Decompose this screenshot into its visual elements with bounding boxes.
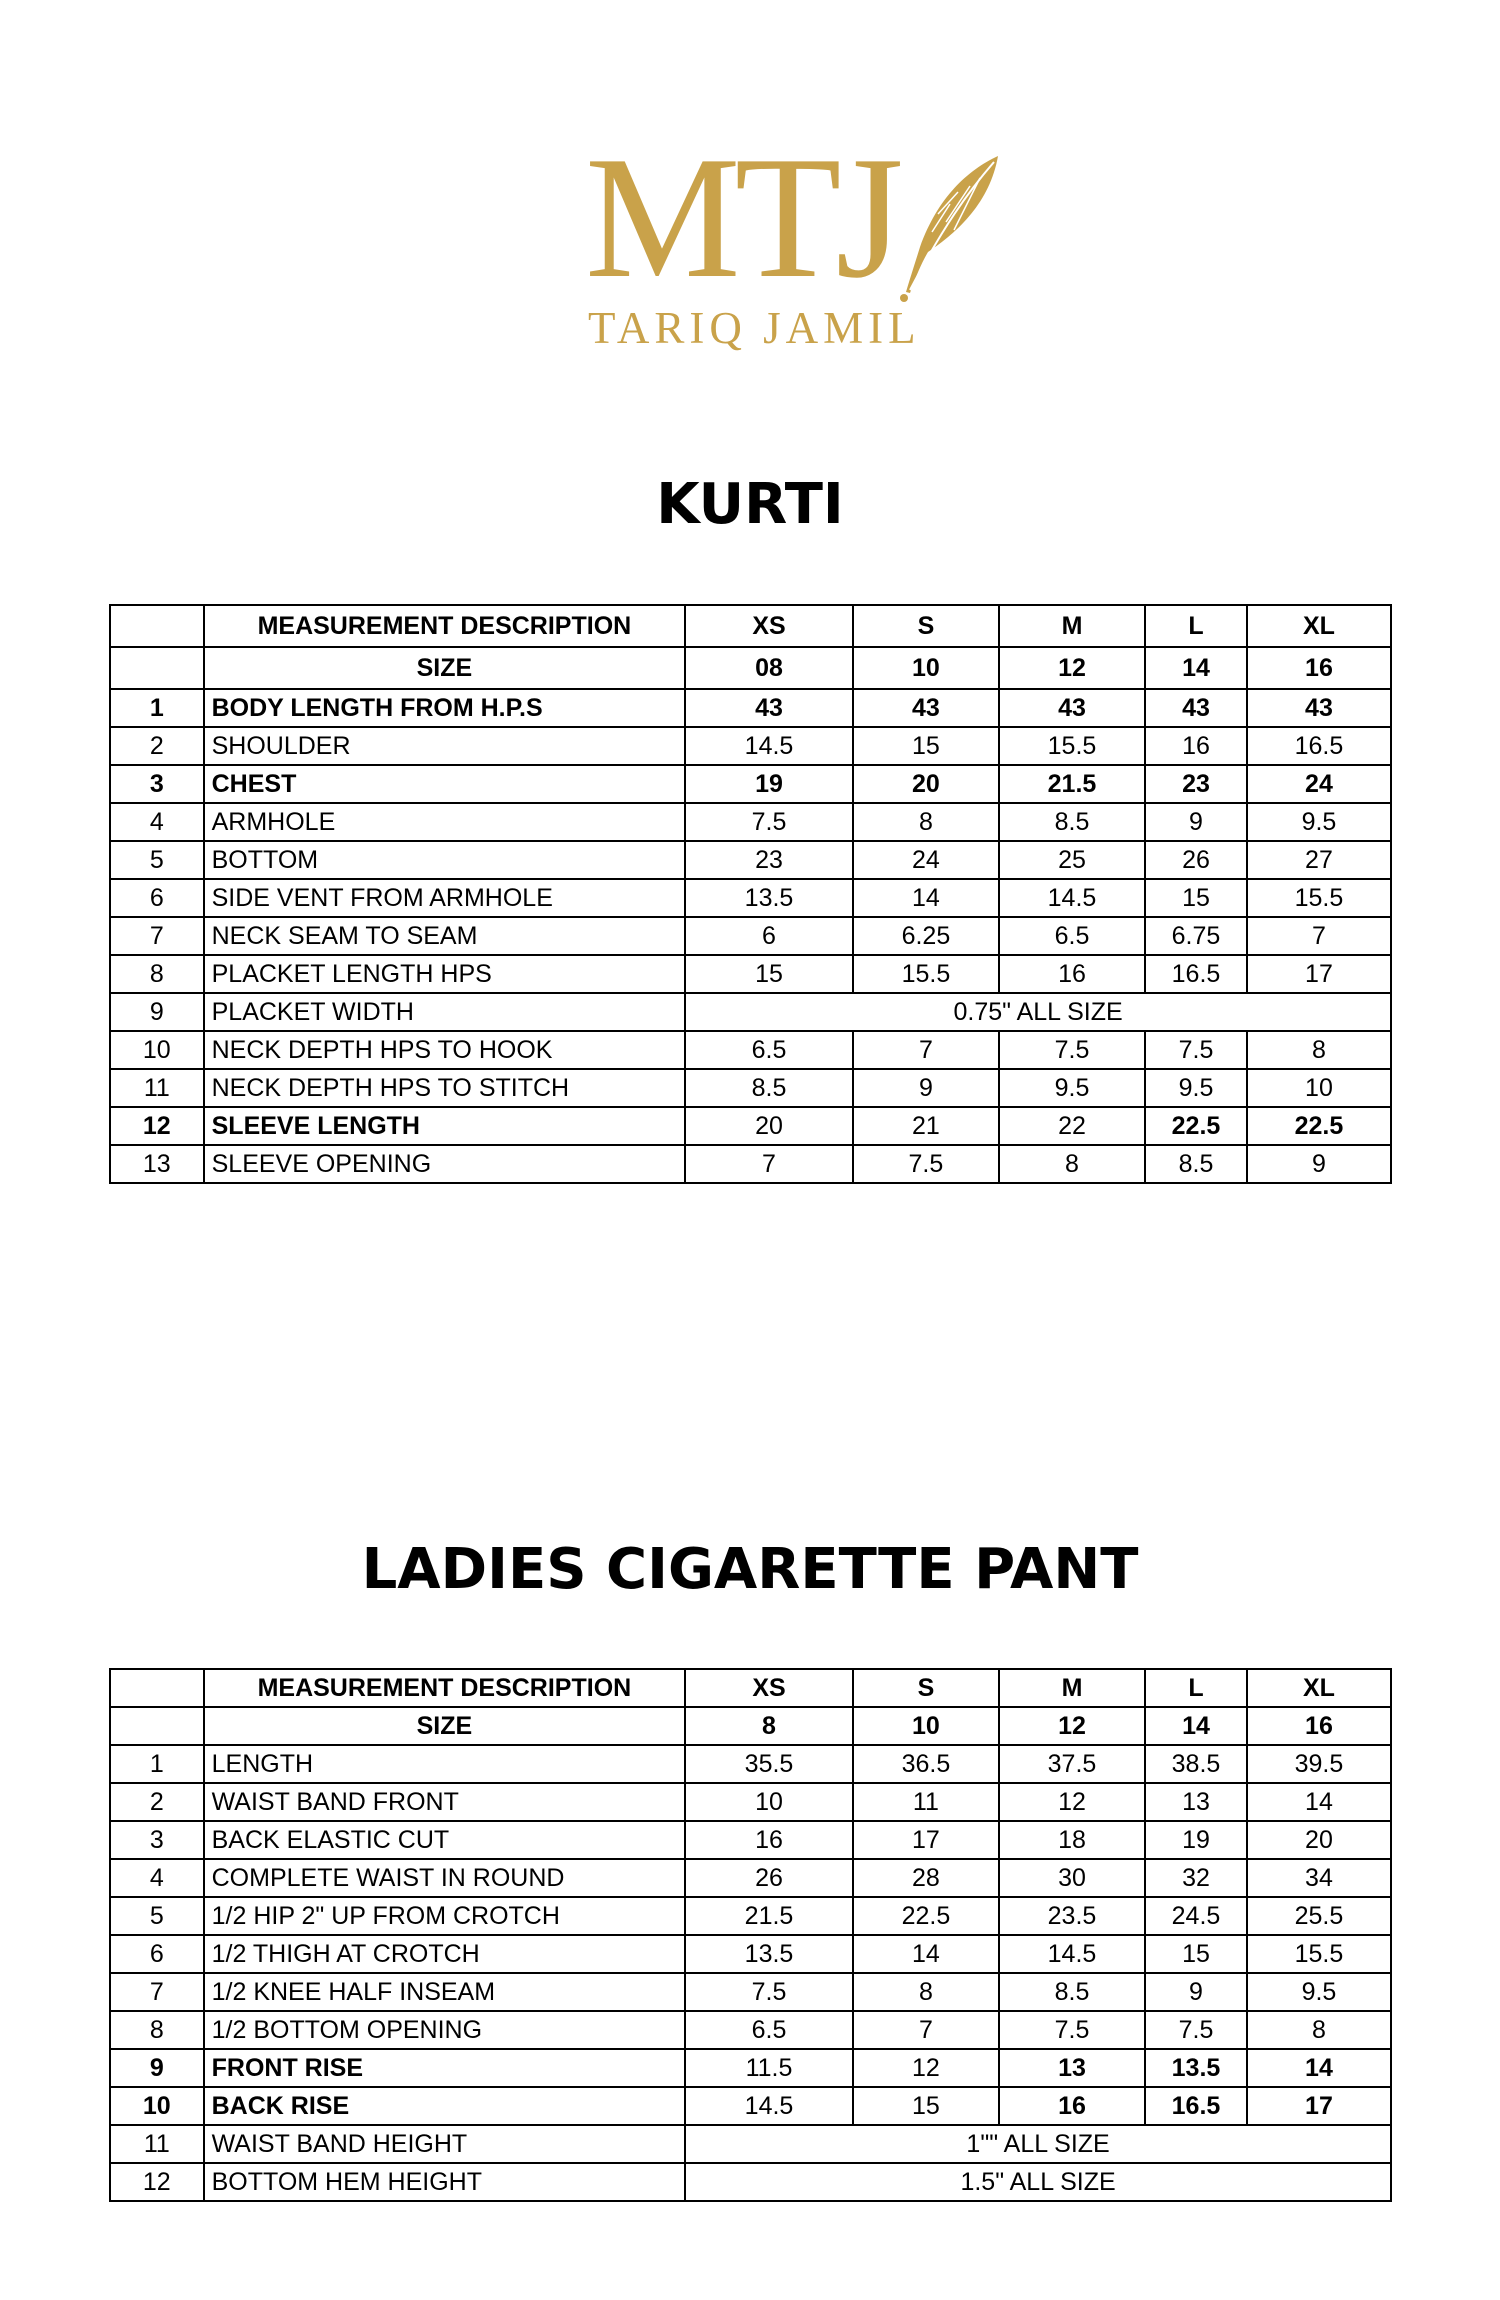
measurement-value-cell: 14 — [1247, 2049, 1391, 2087]
header-row — [110, 605, 1391, 647]
measurement-row — [110, 879, 1391, 917]
logo-subtitle: TARIQ JAMIL — [588, 303, 921, 353]
row-number-cell: 10 — [110, 1031, 204, 1069]
measurement-value-cell: 15 — [685, 955, 853, 993]
measurement-description-cell: SLEEVE LENGTH — [204, 1107, 686, 1145]
measurement-value-cell: 15 — [853, 727, 999, 765]
measurement-description-cell: BACK RISE — [204, 2087, 686, 2125]
size-label-cell: L — [1145, 1669, 1247, 1707]
measurement-value-cell: 15 — [853, 2087, 999, 2125]
size-number-cell: 12 — [999, 1707, 1145, 1745]
measurement-value-cell: 25.5 — [1247, 1897, 1391, 1935]
measurement-description-cell: 1/2 BOTTOM OPENING — [204, 2011, 686, 2049]
measurement-row — [110, 803, 1391, 841]
measurement-value-cell: 15.5 — [853, 955, 999, 993]
header-blank-cell — [110, 1669, 204, 1707]
measurement-value-cell: 12 — [853, 2049, 999, 2087]
measurement-description-cell: NECK SEAM TO SEAM — [204, 917, 686, 955]
measurement-row — [110, 1783, 1391, 1821]
measurement-value-cell: 43 — [1145, 689, 1247, 727]
measurement-value-cell: 7.5 — [685, 1973, 853, 2011]
row-number-cell: 3 — [110, 1821, 204, 1859]
size-blank-cell — [110, 1707, 204, 1745]
measurement-value-cell: 24 — [853, 841, 999, 879]
logo-monogram: MTJ — [585, 120, 898, 314]
row-number-cell: 8 — [110, 955, 204, 993]
measurement-value-cell: 6.5 — [685, 2011, 853, 2049]
measurement-value-cell: 11 — [853, 1783, 999, 1821]
measurement-value-cell: 27 — [1247, 841, 1391, 879]
row-number-cell: 9 — [110, 2049, 204, 2087]
measurement-row — [110, 2049, 1391, 2087]
measurement-row — [110, 727, 1391, 765]
measurement-value-cell: 9.5 — [1145, 1069, 1247, 1107]
size-label-cell: S — [853, 1669, 999, 1707]
measurement-row — [110, 765, 1391, 803]
row-number-cell: 1 — [110, 1745, 204, 1783]
row-number-cell: 4 — [110, 803, 204, 841]
measurement-description-cell: LENGTH — [204, 1745, 686, 1783]
size-label-cell: L — [1145, 605, 1247, 647]
header-description-cell: MEASUREMENT DESCRIPTION — [204, 605, 686, 647]
measurement-value-cell: 7.5 — [685, 803, 853, 841]
measurement-value-cell: 26 — [1145, 841, 1247, 879]
measurement-value-cell: 10 — [685, 1783, 853, 1821]
measurement-value-cell: 8.5 — [999, 803, 1145, 841]
size-number-cell: 16 — [1247, 647, 1391, 689]
measurement-value-cell: 24.5 — [1145, 1897, 1247, 1935]
measurement-description-cell: 1/2 THIGH AT CROTCH — [204, 1935, 686, 1973]
measurement-value-cell: 7 — [1247, 917, 1391, 955]
measurement-value-cell: 22.5 — [1247, 1107, 1391, 1145]
measurement-value-cell: 21.5 — [685, 1897, 853, 1935]
measurement-value-cell: 17 — [1247, 955, 1391, 993]
measurement-row — [110, 1973, 1391, 2011]
measurement-value-cell: 16.5 — [1145, 955, 1247, 993]
size-number-cell: 10 — [853, 647, 999, 689]
measurement-value-cell: 26 — [685, 1859, 853, 1897]
measurement-value-cell: 13 — [999, 2049, 1145, 2087]
measurement-value-cell: 16.5 — [1145, 2087, 1247, 2125]
kurti-title: KURTI — [656, 472, 844, 537]
measurement-value-cell: 16 — [685, 1821, 853, 1859]
measurement-value-cell: 15 — [1145, 879, 1247, 917]
size-label-cell: XS — [685, 1669, 853, 1707]
measurement-value-cell: 8 — [1247, 1031, 1391, 1069]
measurement-value-cell: 38.5 — [1145, 1745, 1247, 1783]
measurement-description-cell: SLEEVE OPENING — [204, 1145, 686, 1183]
row-number-cell: 12 — [110, 1107, 204, 1145]
measurement-value-cell: 23.5 — [999, 1897, 1145, 1935]
measurement-value-cell: 36.5 — [853, 1745, 999, 1783]
measurement-row — [110, 1859, 1391, 1897]
measurement-value-cell: 14 — [853, 1935, 999, 1973]
measurement-value-cell: 15.5 — [999, 727, 1145, 765]
measurement-description-cell: BACK ELASTIC CUT — [204, 1821, 686, 1859]
measurement-value-cell: 9.5 — [1247, 803, 1391, 841]
measurement-value-cell: 22.5 — [853, 1897, 999, 1935]
size-number-cell: 12 — [999, 647, 1145, 689]
measurement-value-cell: 8.5 — [685, 1069, 853, 1107]
measurement-description-cell: SIDE VENT FROM ARMHOLE — [204, 879, 686, 917]
row-number-cell: 2 — [110, 1783, 204, 1821]
measurement-value-cell: 22.5 — [1145, 1107, 1247, 1145]
measurement-description-cell: 1/2 KNEE HALF INSEAM — [204, 1973, 686, 2011]
pant-size-table — [109, 1668, 1392, 2202]
measurement-row — [110, 841, 1391, 879]
measurement-value-cell: 43 — [685, 689, 853, 727]
measurement-description-cell: FRONT RISE — [204, 2049, 686, 2087]
measurement-value-cell: 9 — [1145, 803, 1247, 841]
row-number-cell: 13 — [110, 1145, 204, 1183]
brand-logo — [560, 120, 1030, 370]
measurement-value-cell: 17 — [853, 1821, 999, 1859]
measurement-value-cell: 8 — [853, 803, 999, 841]
measurement-value-cell: 37.5 — [999, 1745, 1145, 1783]
measurement-value-cell: 11.5 — [685, 2049, 853, 2087]
measurement-value-cell: 13.5 — [685, 879, 853, 917]
measurement-description-cell: BODY LENGTH FROM H.P.S — [204, 689, 686, 727]
measurement-value-cell: 16.5 — [1247, 727, 1391, 765]
measurement-description-cell: BOTTOM — [204, 841, 686, 879]
measurement-row — [110, 2011, 1391, 2049]
measurement-value-cell: 7 — [685, 1145, 853, 1183]
measurement-value-cell: 14 — [1247, 1783, 1391, 1821]
measurement-value-cell: 14.5 — [685, 2087, 853, 2125]
size-label-cell: XL — [1247, 605, 1391, 647]
measurement-value-cell: 17 — [1247, 2087, 1391, 2125]
header-row — [110, 1669, 1391, 1707]
row-number-cell: 7 — [110, 1973, 204, 2011]
all-size-value-cell: 0.75" ALL SIZE — [685, 993, 1391, 1031]
measurement-value-cell: 6.25 — [853, 917, 999, 955]
measurement-value-cell: 7 — [853, 2011, 999, 2049]
measurement-value-cell: 39.5 — [1247, 1745, 1391, 1783]
all-size-value-cell: 1.5" ALL SIZE — [685, 2163, 1391, 2201]
row-number-cell: 9 — [110, 993, 204, 1031]
header-description-cell: MEASUREMENT DESCRIPTION — [204, 1669, 686, 1707]
size-label-cell: XL — [1247, 1669, 1391, 1707]
measurement-value-cell: 8.5 — [1145, 1145, 1247, 1183]
measurement-row — [110, 2125, 1391, 2163]
measurement-row — [110, 993, 1391, 1031]
measurement-value-cell: 14.5 — [999, 1935, 1145, 1973]
all-size-value-cell: 1"" ALL SIZE — [685, 2125, 1391, 2163]
row-number-cell: 8 — [110, 2011, 204, 2049]
measurement-value-cell: 8 — [999, 1145, 1145, 1183]
size-number-cell: 8 — [685, 1707, 853, 1745]
measurement-value-cell: 9 — [1145, 1973, 1247, 2011]
measurement-value-cell: 19 — [1145, 1821, 1247, 1859]
row-number-cell: 7 — [110, 917, 204, 955]
measurement-value-cell: 9.5 — [1247, 1973, 1391, 2011]
measurement-value-cell: 14.5 — [685, 727, 853, 765]
measurement-value-cell: 6 — [685, 917, 853, 955]
size-number-cell: 10 — [853, 1707, 999, 1745]
measurement-value-cell: 32 — [1145, 1859, 1247, 1897]
measurement-value-cell: 21.5 — [999, 765, 1145, 803]
measurement-value-cell: 43 — [1247, 689, 1391, 727]
measurement-value-cell: 13 — [1145, 1783, 1247, 1821]
measurement-value-cell: 16 — [999, 955, 1145, 993]
measurement-row — [110, 2087, 1391, 2125]
pant-title: LADIES CIGARETTE PANT — [361, 1537, 1139, 1602]
measurement-value-cell: 35.5 — [685, 1745, 853, 1783]
measurement-row — [110, 1145, 1391, 1183]
measurement-value-cell: 7.5 — [1145, 2011, 1247, 2049]
measurement-description-cell: COMPLETE WAIST IN ROUND — [204, 1859, 686, 1897]
measurement-description-cell: PLACKET WIDTH — [204, 993, 686, 1031]
measurement-description-cell: ARMHOLE — [204, 803, 686, 841]
measurement-value-cell: 34 — [1247, 1859, 1391, 1897]
measurement-value-cell: 20 — [685, 1107, 853, 1145]
measurement-description-cell: NECK DEPTH HPS TO STITCH — [204, 1069, 686, 1107]
measurement-row — [110, 955, 1391, 993]
measurement-value-cell: 24 — [1247, 765, 1391, 803]
size-number-cell: 14 — [1145, 647, 1247, 689]
size-label-cell: M — [999, 1669, 1145, 1707]
size-number-cell: 08 — [685, 647, 853, 689]
measurement-description-cell: BOTTOM HEM HEIGHT — [204, 2163, 686, 2201]
measurement-row — [110, 689, 1391, 727]
row-number-cell: 5 — [110, 841, 204, 879]
measurement-value-cell: 21 — [853, 1107, 999, 1145]
measurement-value-cell: 6.75 — [1145, 917, 1247, 955]
measurement-row — [110, 1031, 1391, 1069]
measurement-value-cell: 30 — [999, 1859, 1145, 1897]
measurement-value-cell: 16 — [999, 2087, 1145, 2125]
measurement-row — [110, 1745, 1391, 1783]
measurement-row — [110, 2163, 1391, 2201]
measurement-value-cell: 12 — [999, 1783, 1145, 1821]
measurement-value-cell: 16 — [1145, 727, 1247, 765]
measurement-value-cell: 13.5 — [1145, 2049, 1247, 2087]
row-number-cell: 10 — [110, 2087, 204, 2125]
measurement-description-cell: 1/2 HIP 2" UP FROM CROTCH — [204, 1897, 686, 1935]
measurement-description-cell: PLACKET LENGTH HPS — [204, 955, 686, 993]
measurement-row — [110, 1897, 1391, 1935]
measurement-value-cell: 8.5 — [999, 1973, 1145, 2011]
measurement-row — [110, 1821, 1391, 1859]
measurement-value-cell: 13.5 — [685, 1935, 853, 1973]
measurement-row — [110, 1935, 1391, 1973]
measurement-value-cell: 14.5 — [999, 879, 1145, 917]
measurement-description-cell: NECK DEPTH HPS TO HOOK — [204, 1031, 686, 1069]
measurement-value-cell: 6.5 — [685, 1031, 853, 1069]
measurement-value-cell: 15.5 — [1247, 879, 1391, 917]
kurti-size-table — [109, 604, 1392, 1184]
row-number-cell: 5 — [110, 1897, 204, 1935]
measurement-value-cell: 14 — [853, 879, 999, 917]
size-number-row — [110, 647, 1391, 689]
size-label-cell: XS — [685, 605, 853, 647]
row-number-cell: 3 — [110, 765, 204, 803]
measurement-description-cell: WAIST BAND FRONT — [204, 1783, 686, 1821]
measurement-row — [110, 1107, 1391, 1145]
size-number-cell: 14 — [1145, 1707, 1247, 1745]
measurement-value-cell: 25 — [999, 841, 1145, 879]
measurement-value-cell: 15.5 — [1247, 1935, 1391, 1973]
measurement-row — [110, 1069, 1391, 1107]
measurement-value-cell: 23 — [685, 841, 853, 879]
measurement-value-cell: 9.5 — [999, 1069, 1145, 1107]
measurement-value-cell: 8 — [853, 1973, 999, 2011]
size-label-cell: S — [853, 605, 999, 647]
row-number-cell: 2 — [110, 727, 204, 765]
measurement-row — [110, 917, 1391, 955]
measurement-value-cell: 7.5 — [999, 2011, 1145, 2049]
size-blank-cell — [110, 647, 204, 689]
header-blank-cell — [110, 605, 204, 647]
measurement-description-cell: CHEST — [204, 765, 686, 803]
row-number-cell: 11 — [110, 1069, 204, 1107]
measurement-description-cell: WAIST BAND HEIGHT — [204, 2125, 686, 2163]
measurement-value-cell: 28 — [853, 1859, 999, 1897]
size-description-cell: SIZE — [204, 647, 686, 689]
row-number-cell: 11 — [110, 2125, 204, 2163]
measurement-description-cell: SHOULDER — [204, 727, 686, 765]
measurement-value-cell: 10 — [1247, 1069, 1391, 1107]
row-number-cell: 6 — [110, 879, 204, 917]
measurement-value-cell: 8 — [1247, 2011, 1391, 2049]
quill-feather-icon — [898, 152, 1008, 302]
measurement-value-cell: 23 — [1145, 765, 1247, 803]
measurement-value-cell: 22 — [999, 1107, 1145, 1145]
size-description-cell: SIZE — [204, 1707, 686, 1745]
measurement-value-cell: 7.5 — [853, 1145, 999, 1183]
measurement-value-cell: 15 — [1145, 1935, 1247, 1973]
measurement-value-cell: 6.5 — [999, 917, 1145, 955]
measurement-value-cell: 43 — [853, 689, 999, 727]
measurement-value-cell: 20 — [1247, 1821, 1391, 1859]
measurement-value-cell: 20 — [853, 765, 999, 803]
measurement-value-cell: 18 — [999, 1821, 1145, 1859]
measurement-value-cell: 19 — [685, 765, 853, 803]
measurement-value-cell: 9 — [853, 1069, 999, 1107]
measurement-value-cell: 7.5 — [999, 1031, 1145, 1069]
size-number-cell: 16 — [1247, 1707, 1391, 1745]
row-number-cell: 6 — [110, 1935, 204, 1973]
measurement-value-cell: 9 — [1247, 1145, 1391, 1183]
measurement-value-cell: 43 — [999, 689, 1145, 727]
measurement-value-cell: 7 — [853, 1031, 999, 1069]
size-label-cell: M — [999, 605, 1145, 647]
row-number-cell: 1 — [110, 689, 204, 727]
size-number-row — [110, 1707, 1391, 1745]
row-number-cell: 12 — [110, 2163, 204, 2201]
measurement-value-cell: 7.5 — [1145, 1031, 1247, 1069]
row-number-cell: 4 — [110, 1859, 204, 1897]
